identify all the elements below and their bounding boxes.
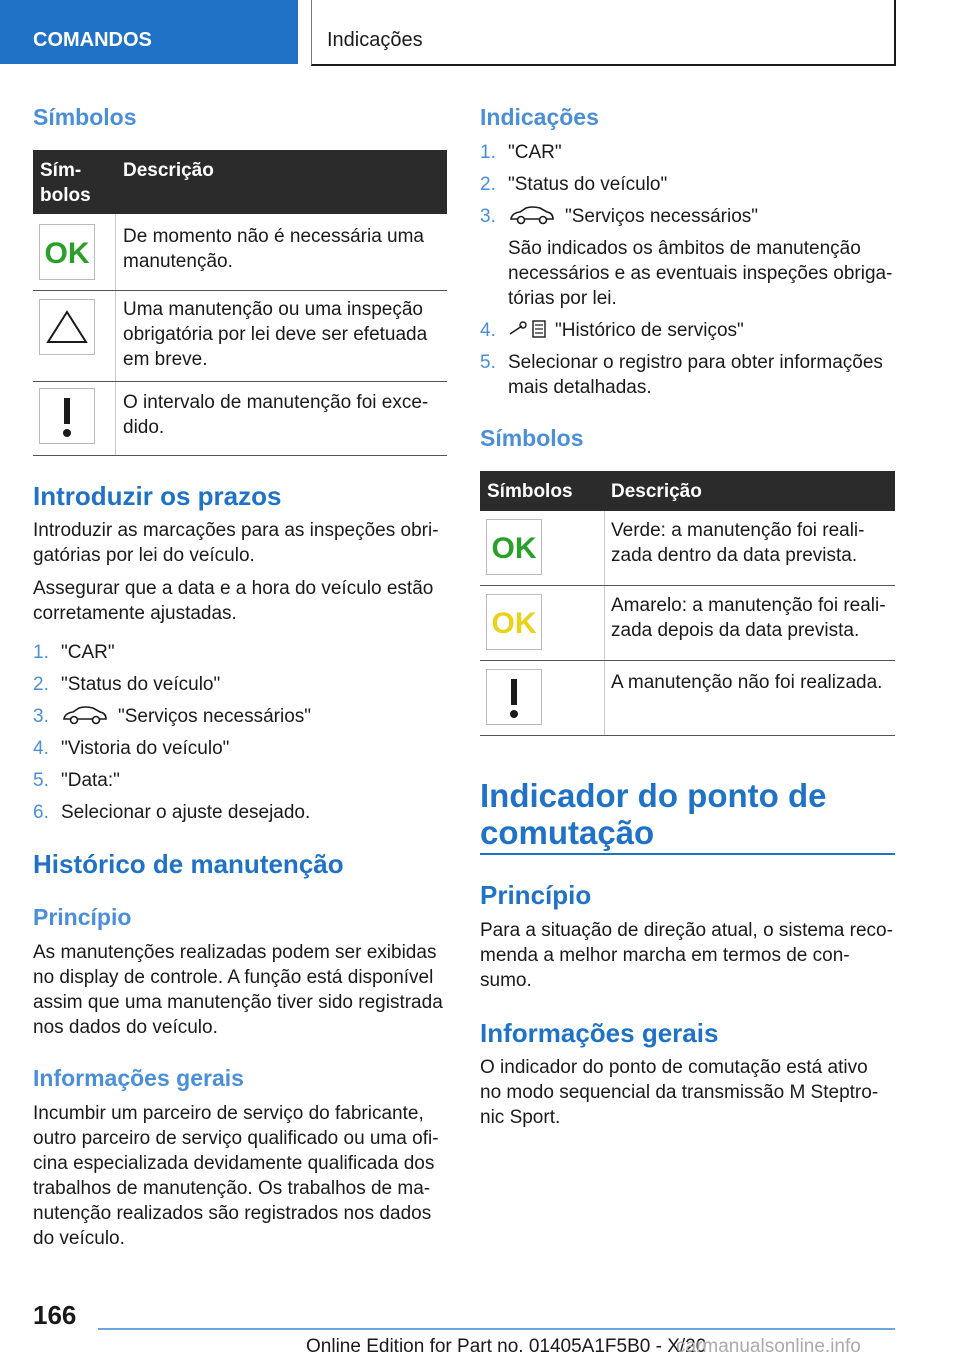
table2-row1-line2: zada dentro da data prevista. — [611, 545, 858, 566]
principio-heading-left: Princípio — [33, 904, 132, 930]
table1-col2: Descrição — [123, 160, 214, 181]
info-left-line4: trabalhos de manutenção. Os trabalhos de ma- — [33, 1178, 431, 1199]
principio-left-line4: nos dados do veículo. — [33, 1017, 218, 1038]
historico-heading: Histórico de manutenção — [33, 849, 344, 879]
ok-green-icon — [486, 519, 542, 575]
watermark: carmanualsonline.info — [676, 1336, 861, 1357]
ok-yellow-icon — [486, 594, 542, 650]
simbolos-heading-right: Símbolos — [480, 425, 584, 451]
page-number: 166 — [33, 1300, 77, 1330]
table2-row — [480, 511, 895, 586]
table1-row2-line1: Uma manutenção ou uma inspeção — [123, 299, 423, 320]
table1-row2-line3: em breve. — [123, 349, 208, 370]
table1-row — [33, 291, 447, 382]
principio-right-line1: Para a situação de direção atual, o sistema reco- — [480, 920, 893, 941]
info-left-line2: outro parceiro de serviço qualificado ou uma ofi- — [33, 1128, 439, 1149]
table2-row1-line1: Verde: a manutenção foi reali- — [611, 520, 865, 541]
exclamation-icon — [39, 388, 95, 444]
table1-row — [33, 382, 447, 456]
table2-row — [480, 661, 895, 736]
info-right-line3: nic Sport. — [480, 1107, 561, 1128]
table2-col1: Símbolos — [487, 481, 573, 502]
principio-heading-right: Princípio — [480, 880, 592, 910]
wrench-list-icon — [508, 318, 548, 347]
table2-row2-line1: Amarelo: a manutenção foi reali- — [611, 595, 886, 616]
table1-header — [33, 150, 447, 214]
svg-text:OK: OK — [44, 237, 90, 270]
table1-row3-line2: dido. — [123, 417, 165, 438]
table1-col1-line1: Sím- — [40, 160, 82, 181]
introduzir-p1-line1: Introduzir as marcações para as inspeções obri- — [33, 520, 439, 541]
info-heading-left: Informações gerais — [33, 1065, 244, 1091]
exclamation-icon — [486, 669, 542, 725]
indicador-heading-line2: comutação — [480, 814, 655, 851]
table2-header — [480, 471, 895, 511]
table1-row3-line1: O intervalo de manutenção foi exce- — [123, 392, 429, 413]
step3-extra-line1: São indicados os âmbitos de manutenção — [508, 238, 861, 259]
table2-row3-line1: A manutenção não foi realizada. — [611, 672, 883, 693]
table2-col2: Descrição — [611, 481, 702, 502]
car-icon — [61, 704, 109, 733]
introduzir-p1-line2: gatórias por lei do veículo. — [33, 545, 255, 566]
indicacoes-heading: Indicações — [480, 104, 599, 130]
principio-left-line3: assim que uma manutenção tiver sido registrada — [33, 992, 443, 1013]
svg-text:OK: OK — [491, 607, 537, 640]
indicador-heading-line1: Indicador do ponto de — [480, 777, 827, 814]
info-right-line2: no modo sequencial da transmissão M Steptro- — [480, 1082, 879, 1103]
step5-extra: mais detalhadas. — [508, 377, 652, 398]
warning-triangle-icon — [39, 299, 95, 355]
page-header-title: Indicações — [311, 0, 896, 66]
introduzir-p2-line1: Assegurar que a data e a hora do veículo estão — [33, 578, 434, 599]
principio-right-line2: menda a melhor marcha em termos de con- — [480, 945, 850, 966]
info-left-line6: do veículo. — [33, 1228, 125, 1249]
table2-row2-line2: zada depois da data prevista. — [611, 620, 860, 641]
info-left-line1: Incumbir um parceiro de serviço do fabricante, — [33, 1103, 424, 1124]
step3-extra-line3: tórias por lei. — [508, 288, 617, 309]
info-right-line1: O indicador do ponto de comutação está ativo — [480, 1057, 868, 1078]
principio-right-line3: sumo. — [480, 970, 532, 991]
principio-left-line2: no display de controle. A função está disponível — [33, 967, 434, 988]
table2-row — [480, 586, 895, 661]
ok-icon — [39, 224, 95, 280]
table1-col1-line2: bolos — [40, 185, 91, 206]
info-left-line3: cina especializada devidamente qualificada dos — [33, 1153, 435, 1174]
table1-row1-line1: De momento não é necessária uma — [123, 226, 424, 247]
simbolos-heading-left: Símbolos — [33, 104, 137, 130]
principio-left-line1: As manutenções realizadas podem ser exibidas — [33, 942, 437, 963]
introduzir-heading: Introduzir os prazos — [33, 481, 282, 511]
section-tab: COMANDOS — [0, 0, 298, 64]
table1-row — [33, 214, 447, 291]
info-left-line5: nutenção realizados são registrados nos dados — [33, 1203, 432, 1224]
info-heading-right: Informações gerais — [480, 1018, 719, 1048]
heading-rule — [480, 853, 895, 855]
table1-row2-line2: obrigatória por lei deve ser efetuada — [123, 324, 428, 345]
car-icon — [508, 204, 556, 233]
footer-rule — [98, 1328, 895, 1330]
svg-text:OK: OK — [491, 532, 537, 565]
table1-row1-line2: manutenção. — [123, 251, 233, 272]
step3-extra-line2: necessários e as eventuais inspeções obriga- — [508, 263, 893, 284]
introduzir-p2-line2: corretamente ajustadas. — [33, 603, 237, 624]
footer-edition: Online Edition for Part no. 01405A1F5B0 - X/20 — [306, 1336, 707, 1357]
